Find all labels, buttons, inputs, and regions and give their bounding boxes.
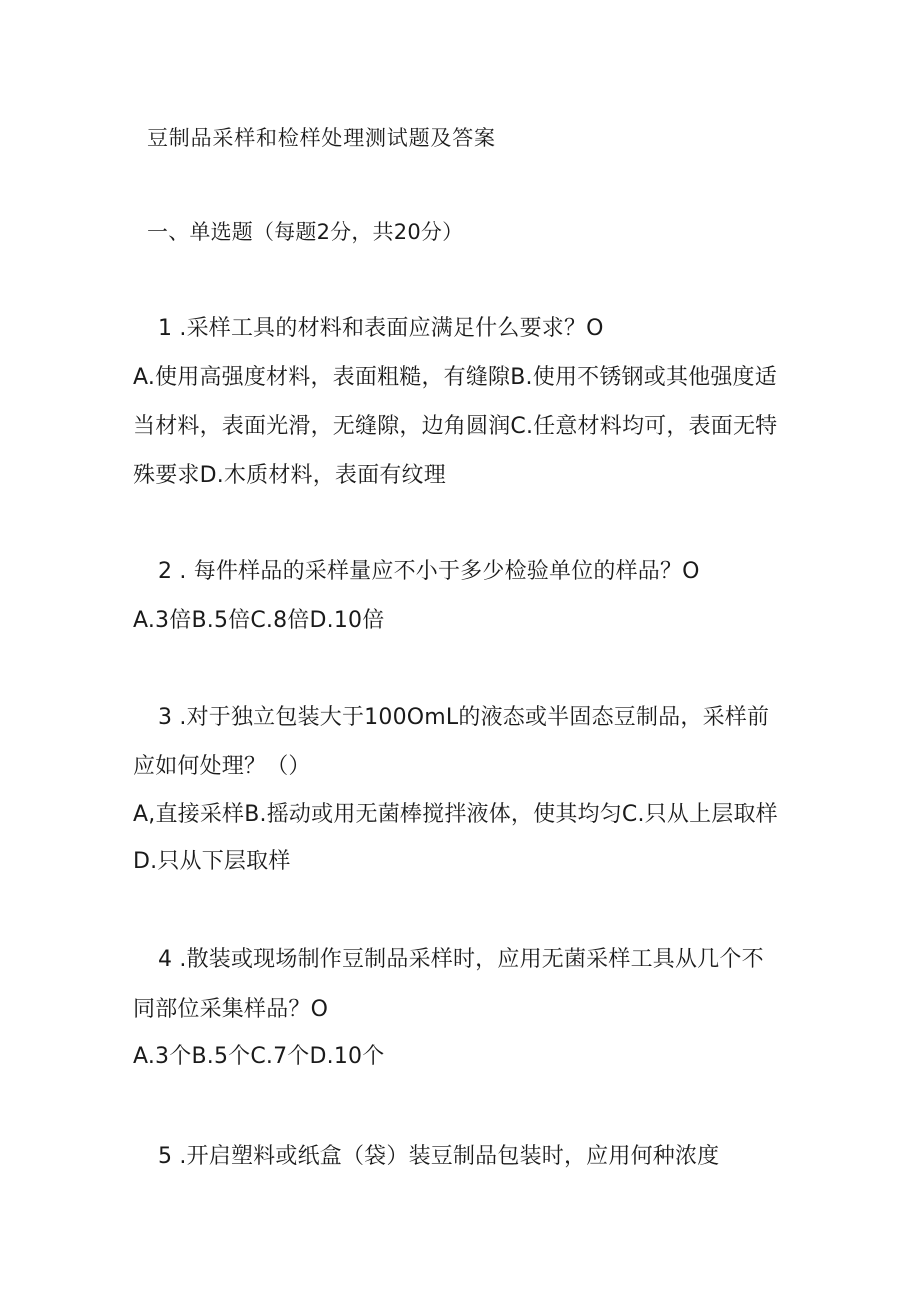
question-2-stem: 2 . 每件样品的采样量应不小于多少检验单位的样品？O bbox=[158, 559, 700, 584]
question-3-options-line-1: A,直接采样B.摇动或用无菌棒搅拌液体，使其均匀C.只从上层取样 bbox=[133, 802, 778, 827]
question-2-options-line-1: A.3倍B.5倍C.8倍D.10倍 bbox=[133, 608, 385, 633]
question-3-stem-line-2: 应如何处理？（） bbox=[133, 754, 311, 779]
question-4-stem-line-1: 4 .散装或现场制作豆制品采样时，应用无菌采样工具从几个不 bbox=[158, 947, 764, 972]
question-4-stem-line-2: 同部位采集样品？O bbox=[133, 997, 329, 1022]
question-3-options-line-2: D.只从下层取样 bbox=[133, 849, 291, 874]
question-3-stem-line-1: 3 .对于独立包装大于100OmL的液态或半固态豆制品，采样前 bbox=[158, 705, 770, 730]
document-title: 豆制品采样和检样处理测试题及答案 bbox=[147, 126, 496, 150]
question-1-options-line-1: A.使用高强度材料，表面粗糙，有缝隙B.使用不锈钢或其他强度适 bbox=[133, 365, 777, 390]
question-1-options-line-3: 殊要求D.木质材料，表面有纹理 bbox=[133, 463, 446, 488]
question-4-options-line-1: A.3个B.5个C.7个D.10个 bbox=[133, 1044, 385, 1069]
question-1-stem: 1 .采样工具的材料和表面应满足什么要求？O bbox=[158, 316, 604, 341]
question-1-options-line-2: 当材料，表面光滑，无缝隙，边角圆润C.任意材料均可，表面无特 bbox=[133, 414, 778, 439]
question-5-stem: 5 .开启塑料或纸盒（袋）装豆制品包装时，应用何种浓度 bbox=[158, 1144, 720, 1169]
section-heading: 一、单选题（每题2分，共20分） bbox=[147, 220, 464, 244]
